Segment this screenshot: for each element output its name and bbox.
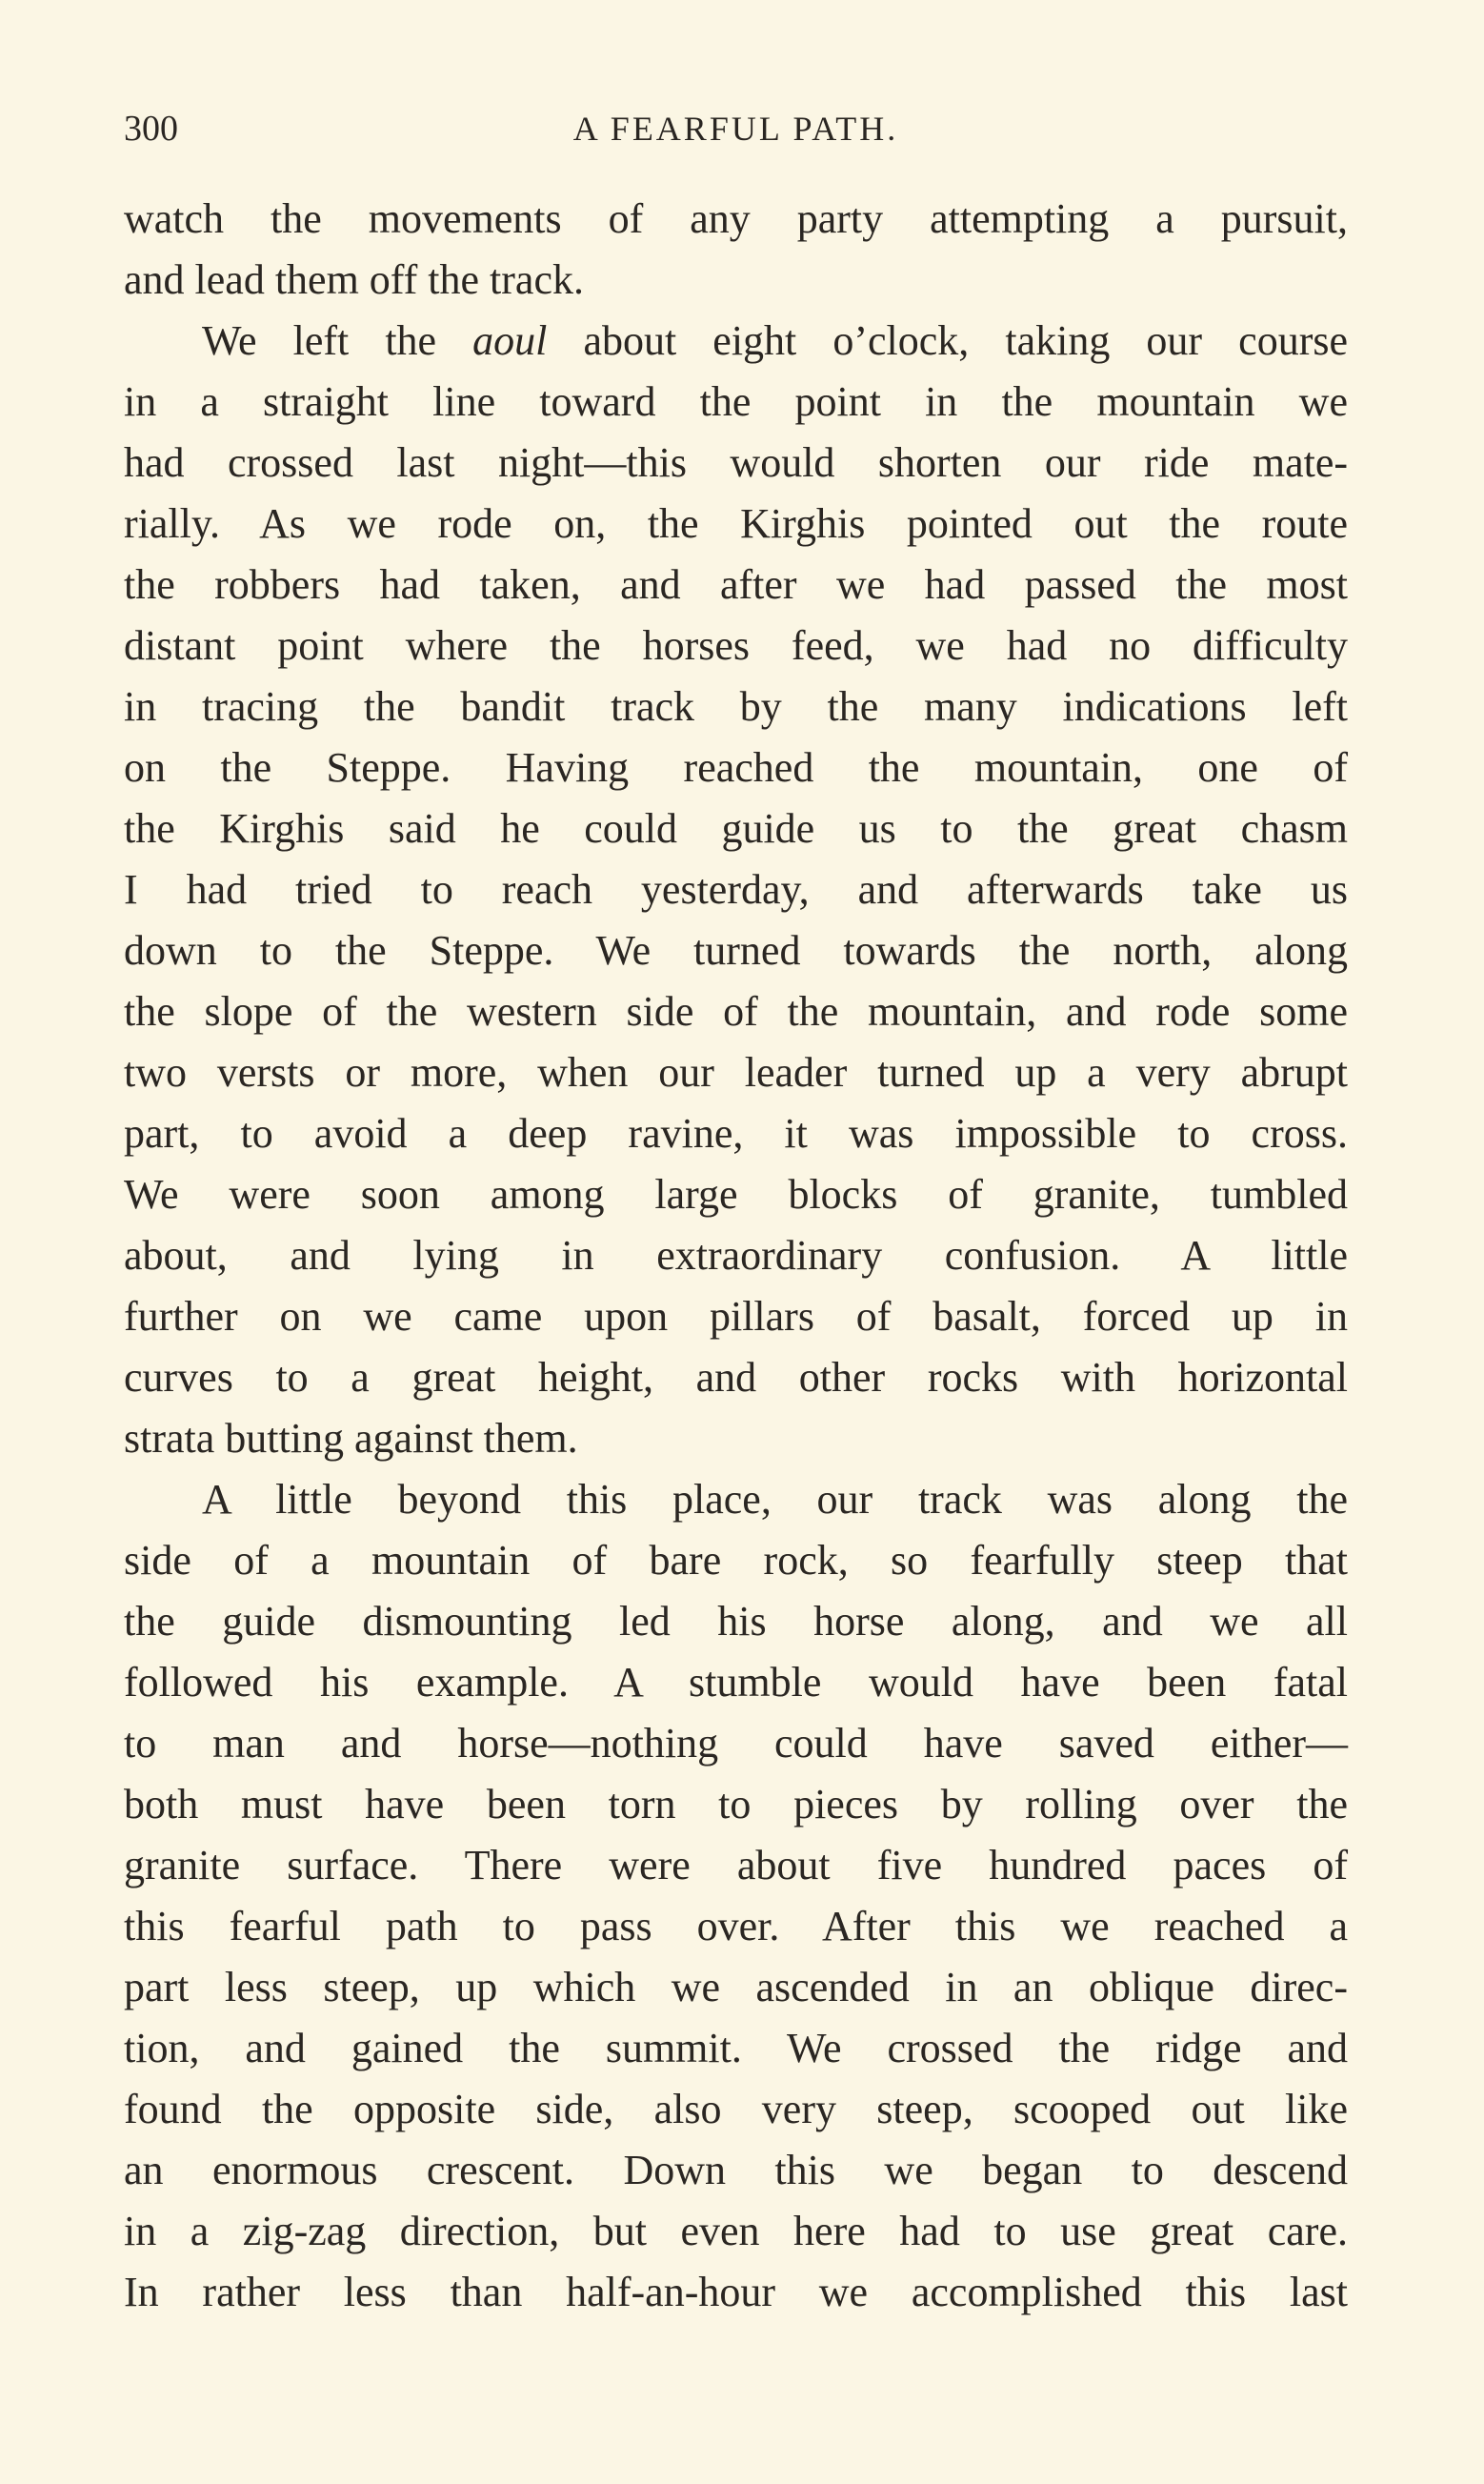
text-line: curves to a great height, and other rocks with horizontal bbox=[124, 1354, 1348, 1401]
text-span: We left the bbox=[202, 317, 473, 364]
text-line: about, and lying in extraordinary confusion. A little bbox=[124, 1232, 1348, 1279]
text-line: the slope of the western side of the mountain, and rode some bbox=[124, 988, 1348, 1035]
text-span: about eight o’clock, taking our course bbox=[547, 317, 1348, 364]
text-line: part, to avoid a deep ravine, it was impossible to cross. bbox=[124, 1110, 1348, 1157]
text-line: In rather less than half-an-hour we accomplished this last bbox=[124, 2269, 1348, 2315]
body-text bbox=[124, 189, 1348, 2323]
page-header bbox=[124, 100, 1348, 157]
text-line: found the opposite side, also very steep, scooped out like bbox=[124, 2086, 1348, 2132]
italic-word: aoul bbox=[472, 317, 548, 364]
text-line: tion, and gained the summit. We crossed the ridge and bbox=[124, 2025, 1348, 2071]
text-line: We were soon among large blocks of granite, tumbled bbox=[124, 1171, 1348, 1218]
text-line: in a zig-zag direction, but even here had to use great care. bbox=[124, 2208, 1348, 2254]
text-line: I had tried to reach yesterday, and afterwards take us bbox=[124, 866, 1348, 913]
text-line: both must have been torn to pieces by rolling over the bbox=[124, 1781, 1348, 1828]
text-line: A little beyond this place, our track was along the bbox=[202, 1476, 1348, 1523]
text-line: the Kirghis said he could guide us to the great chasm bbox=[124, 805, 1348, 852]
text-line: further on we came upon pillars of basalt, forced up in bbox=[124, 1293, 1348, 1340]
text-line: distant point where the horses feed, we had no difficulty bbox=[124, 622, 1348, 669]
text-line: in a straight line toward the point in the mountain we bbox=[124, 378, 1348, 425]
page-number: 300 bbox=[124, 109, 178, 149]
text-line: in tracing the bandit track by the many indications left bbox=[124, 683, 1348, 730]
text-line: granite surface. There were about five hundred paces of bbox=[124, 1842, 1348, 1888]
text-line: to man and horse—nothing could have saved either— bbox=[124, 1720, 1348, 1767]
text-line: side of a mountain of bare rock, so fearfully steep that bbox=[124, 1537, 1348, 1584]
text-line: strata butting against them. bbox=[124, 1415, 578, 1462]
text-line: had crossed last night—this would shorten our ride mate- bbox=[124, 439, 1348, 486]
text-line: on the Steppe. Having reached the mountain, one of bbox=[124, 744, 1348, 791]
text-line: this fearful path to pass over. After this we reached a bbox=[124, 1903, 1348, 1949]
text-line: and lead them off the track. bbox=[124, 256, 584, 303]
text-line: the robbers had taken, and after we had passed the most bbox=[124, 561, 1348, 608]
text-line: watch the movements of any party attempting a pursuit, bbox=[124, 195, 1348, 242]
text-line: the guide dismounting led his horse along, and we all bbox=[124, 1598, 1348, 1645]
text-line: two versts or more, when our leader turned up a very abrupt bbox=[124, 1049, 1348, 1096]
text-line bbox=[124, 311, 1348, 372]
text-line: followed his example. A stumble would have been fatal bbox=[124, 1659, 1348, 1706]
text-line: rially. As we rode on, the Kirghis pointed out the route bbox=[124, 500, 1348, 547]
text-line: an enormous crescent. Down this we began to descend bbox=[124, 2147, 1348, 2193]
text-line: part less steep, up which we ascended in an oblique direc- bbox=[124, 1964, 1348, 2010]
text-line: down to the Steppe. We turned towards the north, along bbox=[124, 927, 1348, 974]
running-title: A FEARFUL PATH. bbox=[572, 110, 899, 148]
